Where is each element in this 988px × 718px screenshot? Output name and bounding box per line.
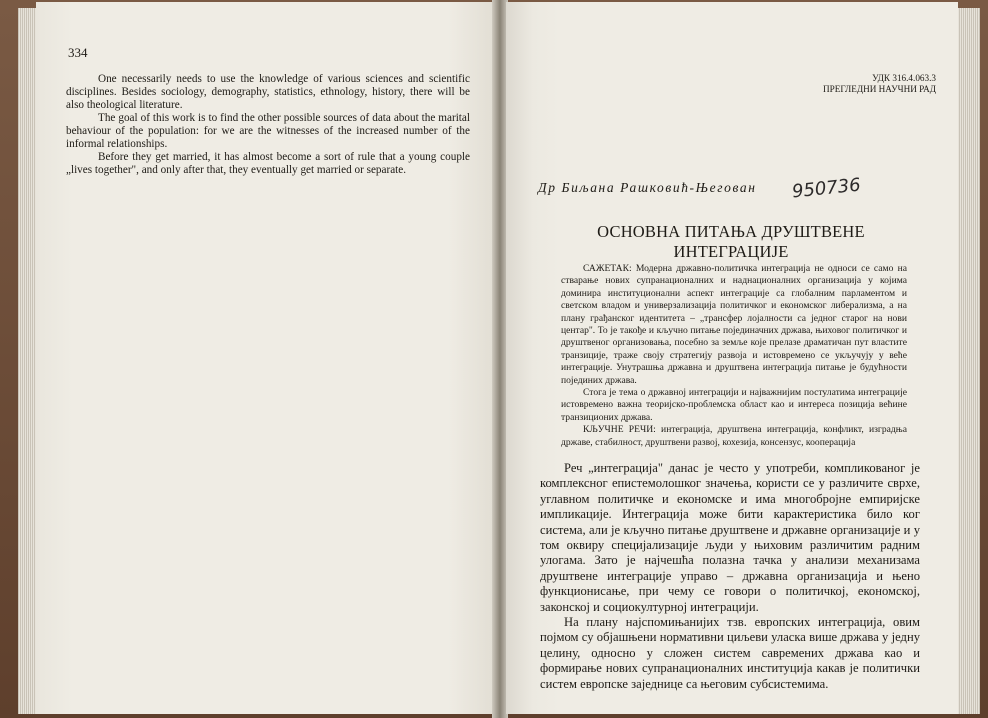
- paragraph: Реч „интеграција" данас је често у употреби, компликованог је комплексног епистемолошког значења, користи се у различите сврхе, углавном политичке и економске и има многобројне емпиријске импликације. Интеграција може бити карактеристика било ког система, али је кључно питање друштвене и државне организације и у том оквиру специјализације људи у њиховим различитим радним улогама. Зато је најчешћа полазна тачка у анализи механизама друштвене интеграције управо – државна организација и њено функционисање, при чему се говори о политичкој, економској, законској и социокултурној интеграцији.: [540, 461, 920, 614]
- article-body: [540, 461, 920, 692]
- left-page-body: [66, 73, 470, 177]
- paragraph: Before they get married, it has almost become a sort of rule that a young couple „lives together", and only after that, they eventually get married or separate.: [66, 151, 470, 176]
- abstract-paragraph: Стога је тема о државној интеграцији и најважнијим постулатима интеграције истовремено важна теоријско-проблемска област као и интереса позиција већине транзиционих држава.: [561, 387, 907, 423]
- article-type: ПРЕГЛЕДНИ НАУЧНИ РАД: [823, 84, 936, 94]
- author-name: Др Биљана Рашковић-Његован: [538, 180, 757, 195]
- paragraph: На плану најспомињанијих тзв. европских интеграција, овим појмом су објашњени нормативни циљеви уласка више држава у једну целину, односно у сложен систем савремених држава као и формирање нових супранационалних институција какав је политички систем европске заједнице са његовим субсистемима.: [540, 615, 920, 691]
- handwritten-note: 950736: [791, 174, 862, 203]
- udk-code: УДК 316.4.063.3: [872, 73, 936, 83]
- paragraph: The goal of this work is to find the other possible sources of data about the marital behaviour of the population: for we are the witnesses of the increased number of the informal relationships.: [66, 112, 470, 150]
- abstract: [561, 263, 907, 449]
- article-classification: [823, 73, 936, 95]
- right-page-stack: [958, 8, 980, 714]
- abstract-paragraph: САЖЕТАК: Модерна државно-политичка интеграција не односи се само на стварање нових супранационалних и наднационалних организација у којима доминира институционални аспект интеграције са глобалним парламентом и светском владом и универзализација политичког и економског либерализма, а на плану грађанског идентитета – „трансфер лојалности са једног старог на нови центар". То је такође и кључно питање појединачних држава, њиховог политичког и друштвеног организовања, посебно за земље које прелазе драматичан пут властите транзиције, траже своју стратегију развоја и истовремено се укључују у веће интеграције. Унутрашња државна и друштвена интеграција питање је будућности појединих држава.: [561, 263, 907, 386]
- article-title: ОСНОВНА ПИТАЊА ДРУШТВЕНЕ ИНТЕГРАЦИЈЕ: [597, 222, 865, 261]
- left-page-stack: [18, 8, 36, 714]
- page-number: 334: [68, 45, 88, 60]
- paragraph: One necessarily needs to use the knowledge of various sciences and scientific disciplines. Besides sociology, demography, statistics, ethnology, history, there will be also theological literature.: [66, 73, 470, 111]
- keywords: КЉУЧНЕ РЕЧИ: интеграција, друштвена интеграција, конфликт, изградња државе, стабилност, друштвени развој, кохезија, консензус, кооперација: [561, 424, 907, 448]
